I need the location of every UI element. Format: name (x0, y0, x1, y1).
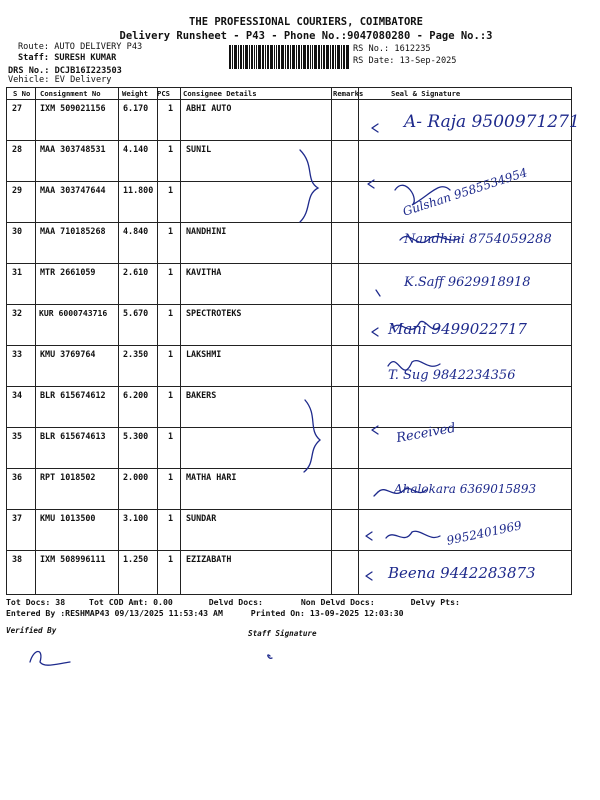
row-consignment: KMU 1013500 (40, 513, 96, 523)
row-pcs: 1 (168, 226, 174, 236)
row-weight: 2.350 (123, 349, 149, 359)
printed-on: Printed On: 13-09-2025 12:03:30 (250, 608, 404, 618)
rs-number: RS No.: 1612235 (353, 44, 431, 54)
row-consignee: SUNDAR (186, 513, 217, 523)
footer-summary (6, 597, 460, 607)
row-sno: 31 (12, 267, 23, 277)
row-pcs: 1 (168, 513, 174, 523)
handwritten-signature: Ahalokara 6369015893 (394, 482, 537, 496)
row-consignee: SUNIL (186, 144, 212, 154)
row-sno: 38 (12, 554, 23, 564)
row-consignee: BAKERS (186, 390, 217, 400)
row-pcs: 1 (168, 267, 174, 277)
runsheet-title: Delivery Runsheet - P43 - Phone No.:9047080280 - Page No.:3 (119, 30, 493, 42)
row-sno: 30 (12, 226, 23, 236)
row-sno: 36 (12, 472, 23, 482)
row-consignment: MAA 303747644 (40, 185, 106, 195)
drs-number: DRS No.: DCJB16I223503 (8, 66, 122, 76)
row-weight: 4.840 (123, 226, 149, 236)
staff-label: Staff: SURESH KUMAR (18, 53, 117, 63)
row-pcs: 1 (168, 390, 174, 400)
route-label: Route: AUTO DELIVERY P43 (18, 42, 143, 52)
row-consignee: ABHI AUTO (186, 103, 232, 113)
entered-by: Entered By :RESHMAP43 09/13/2025 11:53:43 AM (6, 608, 223, 618)
row-sno: 28 (12, 144, 23, 154)
col-header-weight: Weight (122, 89, 148, 98)
row-weight: 2.610 (123, 267, 149, 277)
total-docs: Tot Docs: 38 (6, 597, 66, 607)
row-consignment: BLR 615674612 (40, 390, 106, 400)
handwritten-signature: Mani 9499022717 (388, 320, 527, 338)
row-pcs: 1 (168, 554, 174, 564)
non-delivered-docs: Non Delvd Docs: (300, 597, 375, 607)
row-weight: 6.200 (123, 390, 149, 400)
row-weight: 2.000 (123, 472, 149, 482)
row-pcs: 1 (168, 185, 174, 195)
row-consignment: KMU 3769764 (40, 349, 96, 359)
row-consignee: SPECTROTEKS (186, 308, 242, 318)
row-consignment: BLR 615674613 (40, 431, 106, 441)
handwritten-signature: Beena 9442283873 (388, 564, 536, 582)
row-pcs: 1 (168, 349, 174, 359)
row-sno: 32 (12, 308, 23, 318)
row-pcs: 1 (168, 144, 174, 154)
row-weight: 3.100 (123, 513, 149, 523)
row-sno: 37 (12, 513, 23, 523)
row-pcs: 1 (168, 103, 174, 113)
row-weight: 5.300 (123, 431, 149, 441)
col-header-sno: S No (13, 89, 31, 98)
col-header-seal: Seal & Signature (391, 89, 461, 98)
barcode-image (229, 45, 349, 69)
row-weight: 4.140 (123, 144, 149, 154)
row-consignee: KAVITHA (186, 267, 222, 277)
col-header-consignee: Consignee Details (183, 89, 257, 98)
handwritten-signature: Gulshan 9585534954 (401, 165, 530, 219)
runsheet-table (6, 87, 572, 595)
col-header-consignment: Consignment No (40, 89, 101, 98)
row-sno: 35 (12, 431, 23, 441)
row-weight: 6.170 (123, 103, 149, 113)
total-cod: Tot COD Amt: 0.00 (89, 597, 173, 607)
row-weight: 11.800 (123, 185, 154, 195)
row-sno: 33 (12, 349, 23, 359)
row-weight: 5.670 (123, 308, 149, 318)
delivery-points: Delvy Pts: (410, 597, 460, 607)
row-sno: 29 (12, 185, 23, 195)
row-consignment: RPT 1018502 (40, 472, 96, 482)
handwritten-signature: A- Raja 9500971271 (404, 112, 580, 132)
vehicle-label: Vehicle: EV Delivery (8, 75, 112, 85)
row-consignment: KUR 6000743716 (39, 308, 108, 318)
row-consignee: LAKSHMI (186, 349, 222, 359)
row-sno: 34 (12, 390, 23, 400)
footer-entry (6, 608, 404, 618)
company-title: THE PROFESSIONAL COURIERS, COIMBATORE (189, 16, 423, 28)
handwritten-signature: K.Saff 9629918918 (404, 275, 531, 290)
row-consignment: MTR 2661059 (40, 267, 96, 277)
staff-signature-label: Staff Signature (248, 629, 317, 638)
row-consignee: MATHA HARI (186, 472, 237, 482)
row-weight: 1.250 (123, 554, 149, 564)
row-sno: 27 (12, 103, 23, 113)
row-pcs: 1 (168, 472, 174, 482)
delivered-docs: Delvd Docs: (208, 597, 263, 607)
col-header-remarks: Remarks (333, 89, 364, 98)
row-consignee: NANDHINI (186, 226, 227, 236)
row-consignment: IXM 508996111 (40, 554, 106, 564)
row-pcs: 1 (168, 308, 174, 318)
handwritten-signature: Received (395, 420, 457, 447)
row-consignment: IXM 509021156 (40, 103, 106, 113)
col-header-pcs: PCS (157, 89, 170, 98)
handwritten-signature: Nandhini 8754059288 (404, 232, 552, 247)
handwritten-signature: T. Sug 9842234356 (388, 368, 516, 383)
row-consignee: EZIZABATH (186, 554, 232, 564)
handwritten-signature: 9952401969 (445, 518, 523, 548)
rs-date: RS Date: 13-Sep-2025 (353, 56, 457, 66)
row-consignment: MAA 710185268 (40, 226, 106, 236)
verified-by-label: Verified By (6, 626, 57, 635)
row-consignment: MAA 303748531 (40, 144, 106, 154)
row-pcs: 1 (168, 431, 174, 441)
